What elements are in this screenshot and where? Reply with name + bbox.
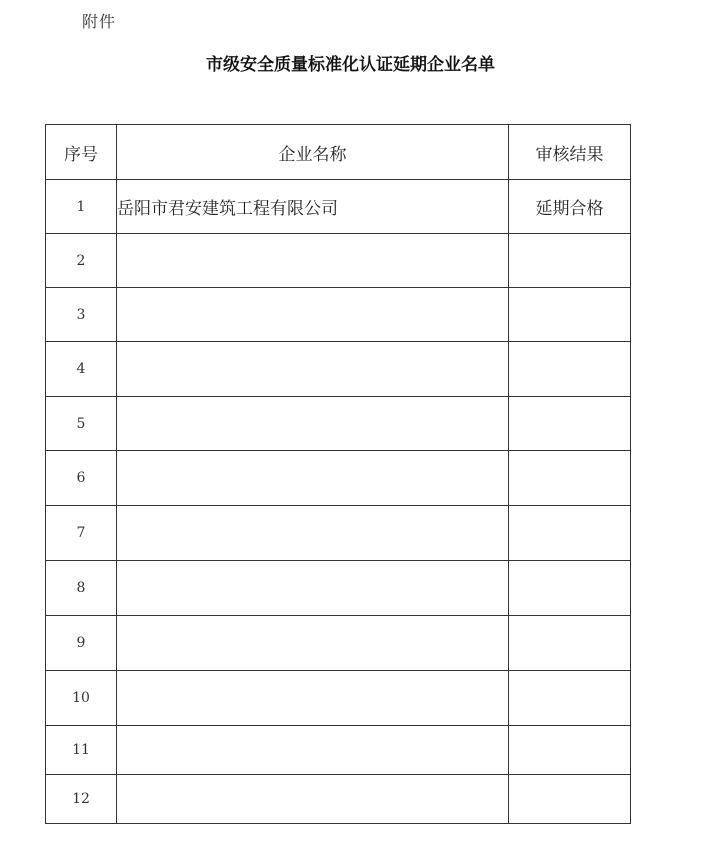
- row-number: 1: [46, 180, 117, 234]
- table-row: [46, 506, 631, 561]
- company-name-cell: [117, 775, 509, 824]
- header-number: 序号: [46, 125, 117, 180]
- company-name-cell: [117, 451, 509, 506]
- table-row: [46, 234, 631, 288]
- review-result-cell: [509, 671, 631, 726]
- table-row: [46, 397, 631, 451]
- review-result-cell: [509, 561, 631, 616]
- company-roster-table: [45, 124, 631, 824]
- company-name-cell: [117, 671, 509, 726]
- company-name-cell: [117, 397, 509, 451]
- review-result-cell: [509, 775, 631, 824]
- review-result-cell: [509, 616, 631, 671]
- table-row: [46, 451, 631, 506]
- row-number: 12: [46, 775, 117, 824]
- table-row: [46, 288, 631, 342]
- company-name-cell: [117, 616, 509, 671]
- review-result-cell: [509, 506, 631, 561]
- row-number: 5: [46, 397, 117, 451]
- header-company-name: 企业名称: [117, 125, 509, 180]
- row-number: 2: [46, 234, 117, 288]
- row-number: 11: [46, 726, 117, 775]
- row-number: 6: [46, 451, 117, 506]
- review-result-cell: [509, 397, 631, 451]
- review-result-cell: 延期合格: [509, 180, 631, 234]
- review-result-cell: [509, 451, 631, 506]
- header-review-result: 审核结果: [509, 125, 631, 180]
- company-name-cell: [117, 234, 509, 288]
- review-result-cell: [509, 342, 631, 397]
- company-name-cell: [117, 561, 509, 616]
- review-result-cell: [509, 234, 631, 288]
- attachment-label: 附件: [82, 12, 117, 31]
- row-number: 7: [46, 506, 117, 561]
- table-header-row: [46, 125, 631, 180]
- document-title: 市级安全质量标准化认证延期企业名单: [206, 55, 495, 75]
- company-name-cell: [117, 506, 509, 561]
- review-result-cell: [509, 288, 631, 342]
- row-number: 3: [46, 288, 117, 342]
- company-name-cell: [117, 726, 509, 775]
- row-number: 9: [46, 616, 117, 671]
- table-row: [46, 671, 631, 726]
- review-result-cell: [509, 726, 631, 775]
- table-row: [46, 180, 631, 234]
- company-name-cell: 岳阳市君安建筑工程有限公司: [117, 180, 509, 234]
- table-row: [46, 775, 631, 824]
- row-number: 4: [46, 342, 117, 397]
- row-number: 10: [46, 671, 117, 726]
- table-row: [46, 342, 631, 397]
- company-name-cell: [117, 342, 509, 397]
- table-row: [46, 616, 631, 671]
- table-row: [46, 726, 631, 775]
- row-number: 8: [46, 561, 117, 616]
- table-row: [46, 561, 631, 616]
- company-name-cell: [117, 288, 509, 342]
